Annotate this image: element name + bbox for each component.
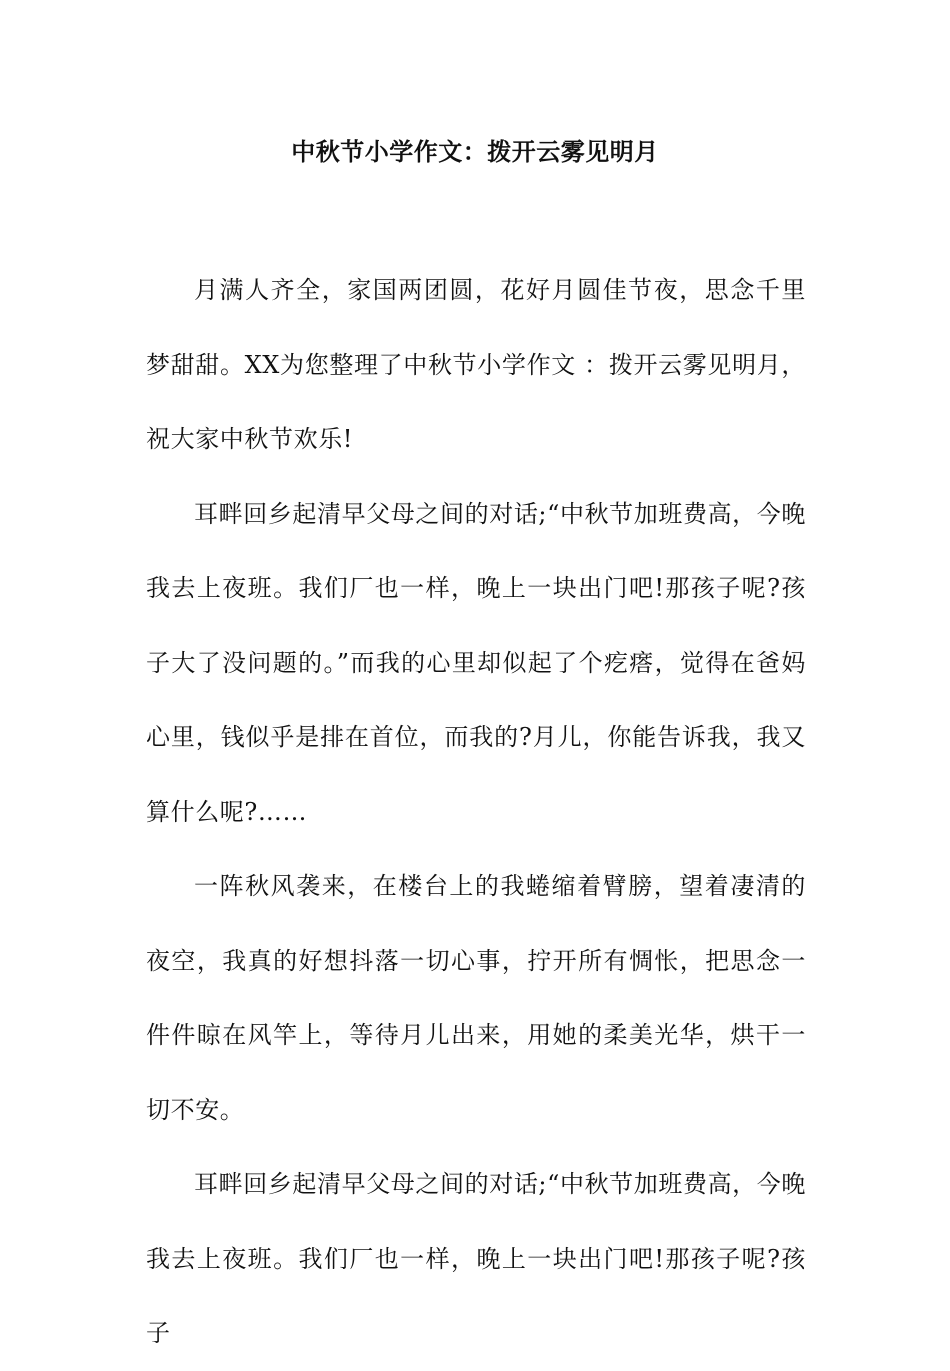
- paragraph-1: 月满人齐全，家国两团圆，花好月圆佳节夜，思念千里梦甜甜。XX为您整理了中秋节小学作文 ：拨开云雾见明月，祝大家中秋节欢乐!: [146, 276, 806, 453]
- document-title: 中秋节小学作文：拨开云雾见明月: [291, 137, 659, 166]
- paragraph-3: 一阵秋风袭来，在楼台上的我蜷缩着臂膀，望着凄清的夜空，我真的好想抖落一切心事，拧开所有惆怅，把思念一件件晾在风竿上，等待月儿出来，用她的柔美光华，烘干一切不安。: [146, 872, 806, 1124]
- document-body: [146, 253, 806, 1371]
- paragraph-2: 耳畔回乡起清早父母之间的对话;“中秋节加班费高，今晚我去上夜班。我们厂也一样，晚上一块出门吧!那孩子呢?孩子大了没问题的。”而我的心里却似起了个疙瘩，觉得在爸妈心里，钱似乎是排在首位，而我的?月儿，你能告诉我，我又算什么呢?……: [146, 499, 806, 826]
- paragraph-4: 耳畔回乡起清早父母之间的对话;“中秋节加班费高，今晚我去上夜班。我们厂也一样，晚上一块出门吧!那孩子呢?孩子: [146, 1170, 806, 1347]
